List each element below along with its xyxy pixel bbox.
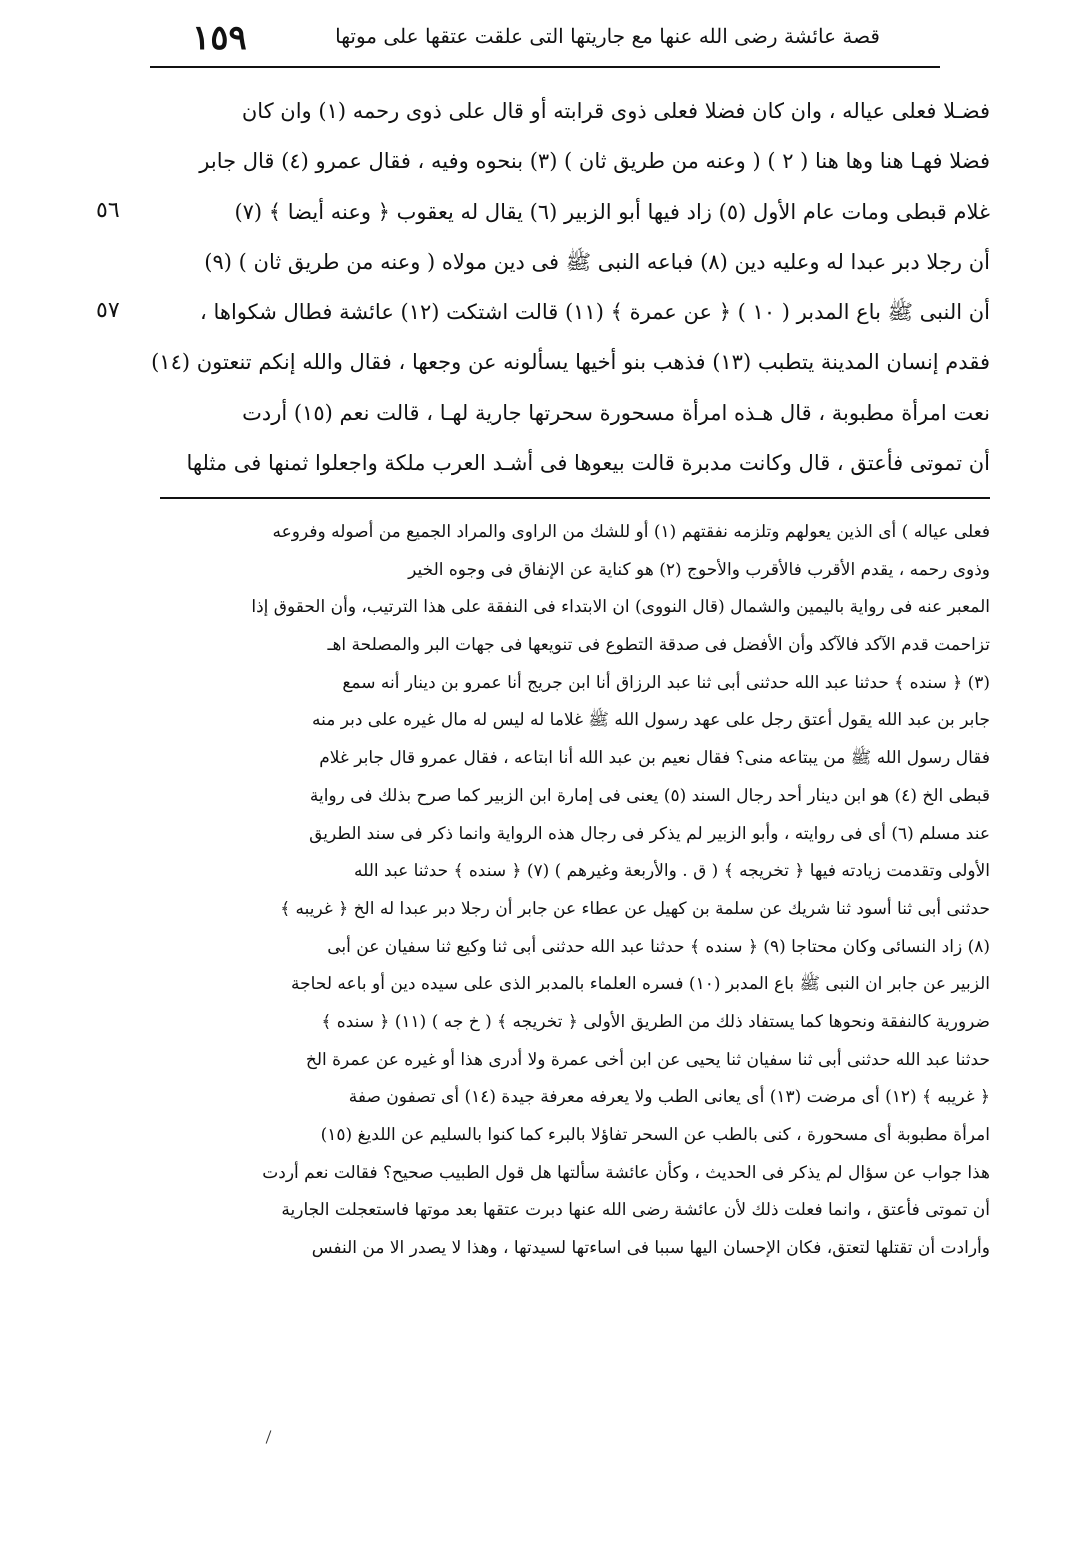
- footnote-line: فقال رسول الله ﷺ من يبتاعه منى؟ فقال نعيم بن عبد الله أنا ابتاعه ، فقال عمرو قال جابر غلام: [319, 748, 990, 769]
- hadith-margin-number: ٥٦: [96, 198, 120, 223]
- main-text-line: فضلا فهـا هنا وها هنا ( ٢ ) ( وعنه من طريق ثان ) (٣) بنحوه وفيه ، فقال عمرو (٤) قال جابر: [199, 149, 990, 174]
- footnote-line: (٣) ﴿ سنده ﴾ حدثنا عبد الله حدثنى أبى ثنا عبد الرزاق أنا ابن جريج أنا عمرو بن دينار أنه سمع: [342, 672, 990, 693]
- main-text-line: أن النبى ﷺ باع المدبر ( ١٠ ) ﴿ عن عمرة ﴾ (١١) قالت اشتكت (١٢) عائشة فطال شكواها ،: [200, 300, 990, 325]
- main-text-line: فضـلا فعلى عياله ، وان كان فضلا فعلى ذوى قرابته أو قال على ذوى رحمه (١) وان كان: [241, 99, 990, 123]
- main-text-block: [151, 86, 990, 488]
- footnote-line: ضرورية كالنفقة ونحوها كما يستفاد ذلك من الطريق الأولى ﴿ تخريجه ﴾ ( خ جه ) (١١) ﴿ سنده ﴾: [321, 1011, 990, 1032]
- footnote-line: حدثنى أبى ثنا أسود ثنا شريك عن سلمة بن كهيل عن عطاء عن جابر أن رجلا دبر عبدا له الخ ﴿ غريبه ﴾: [280, 898, 990, 919]
- footnote-separator: [160, 497, 990, 499]
- footnote-line: حدثنا عبد الله حدثنى أبى ثنا سفيان ثنا يحيى عن ابن أخى عمرة ولا أدرى هذا أو غيره عن عمرة الخ: [305, 1049, 990, 1070]
- page-header: [150, 14, 940, 68]
- footnote-line: وأرادت أن تقتلها لتعتق، فكان الإحسان اليها سببا فى اساءتها لسيدتها ، وهذا لا يصدر الا من النفس: [311, 1238, 990, 1259]
- footnote-line: (٨) زاد النسائى وكان محتاجا (٩) ﴿ سنده ﴾ حدثنا عبد الله حدثنى أبى ثنا وكيع ثنا سفيان عن أبى: [327, 936, 990, 957]
- hadith-margin-number: ٥٧: [96, 298, 120, 323]
- footnote-line: أن تموتى فأعتق ، وانما فعلت ذلك لأن عائشة رضى الله عنها دبرت عتقها بعد موتها فاستعجلت الجارية: [281, 1200, 990, 1221]
- footnote-line: وذوى رحمه ، يقدم الأقرب فالأقرب والأحوج (٢) هو كناية عن الإنفاق فى وجوه الخير: [408, 559, 990, 580]
- footnote-line: تزاحمت قدم الآكد فالآكد وأن الأفضل فى صدقة التطوع فى تنويعها فى جهات البر والمصلحة اهـ: [327, 635, 990, 656]
- footnote-line: امرأة مطبوبة أى مسحورة ، كنى بالطب عن السحر تفاؤلا بالبرء كما كنوا بالسليم عن اللديغ (١٥): [320, 1125, 990, 1145]
- footnote-line: هذا جواب عن سؤال لم يذكر فى الحديث ، وكأن عائشة سألتها هل قول الطبيب صحيح؟ فقالت نعم أردت: [262, 1162, 990, 1183]
- main-text-line: أن تموتى فأعتق ، قال وكانت مدبرة قالت بيعوها فى أشـد العرب ملكة واجعلوا ثمنها فى مثلها: [186, 451, 990, 476]
- footnote-line: عند مسلم (٦) أى فى روايته ، وأبو الزبير لم يذكر فى رجال هذه الرواية وانما ذكر فى سند الطريق: [309, 823, 990, 844]
- running-title: قصة عائشة رضى الله عنها مع جاريتها التى علقت عتقها على موتها: [335, 24, 880, 48]
- main-text-line: فقدم إنسان المدينة يتطبب (١٣) فذهب بنو أخيها يسألونه عن وجعها ، فقال والله إنكم تنعتون (١٤): [151, 350, 990, 375]
- stray-pen-mark: [266, 1430, 272, 1443]
- footnote-line: المعبر عنه فى رواية باليمين والشمال (قال النووى) ان الابتداء فى النفقة على هذا الترتيب، وأن الحقوق إذا: [251, 597, 990, 618]
- footnote-line: جابر بن عبد الله يقول أعتق رجل على عهد رسول الله ﷺ غلاما له ليس له مال غيره على دبر منه: [311, 710, 990, 731]
- main-text-line: غلام قبطى ومات عام الأول (٥) زاد فيها أبو الزبير (٦) يقال له يعقوب ﴿ وعنه أيضا ﴾ (٧): [234, 199, 990, 224]
- footnote-line: فعلى عياله ) أى الذين يعولهم وتلزمه نفقتهم (١) أو للشك من الراوى والمراد الجميع من أصوله وفروعه: [272, 522, 990, 542]
- footnote-line: ﴿ غريبه ﴾ (١٢) أى مرضت (١٣) أى يعانى الطب ولا يعرفه معرفة جيدة (١٤) أى تصفون صفة: [348, 1087, 990, 1108]
- main-text-line: نعت امرأة مطبوبة ، قال هـذه امرأة مسحورة سحرتها جارية لهـا ، قالت نعم (١٥) أردت: [242, 400, 990, 425]
- footnote-line: قبطى الخ (٤) هو ابن دينار أحد رجال السند (٥) يعنى فى إمارة ابن الزبير كما صرح بذلك فى رواية: [309, 785, 990, 806]
- main-text-line: أن رجلا دبر عبدا له وعليه دين (٨) فباعه النبى ﷺ فى دين مولاه ( وعنه من طريق ثان ) (٩): [204, 249, 990, 274]
- page-number: ١٥٩: [192, 18, 247, 58]
- footnote-line: الأولى وتقدمت زيادته فيها ﴿ تخريجه ﴾ ( ق . والأربعة وغيرهم ) (٧) ﴿ سنده ﴾ حدثنا عبد الله: [353, 861, 990, 882]
- footnotes-block: [160, 514, 990, 1268]
- footnote-line: الزبير عن جابر ان النبى ﷺ باع المدبر (١٠) فسره العلماء بالمدبر الذى على سيده دين أو باعه لحاجة: [291, 974, 990, 995]
